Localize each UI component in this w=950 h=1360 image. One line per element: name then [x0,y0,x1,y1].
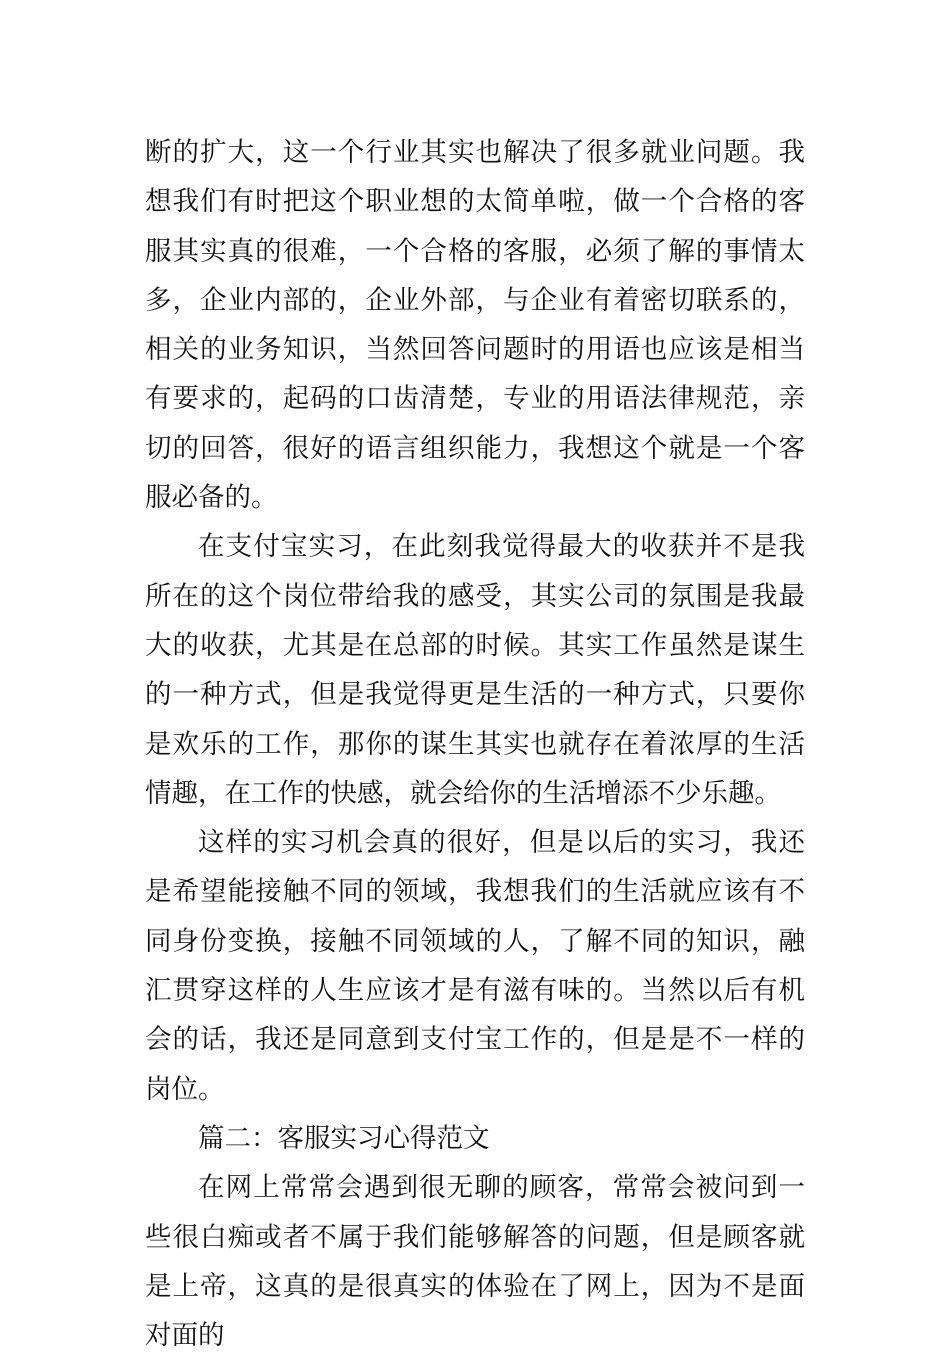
paragraph-future-internship: 这样的实习机会真的很好，但是以后的实习，我还是希望能接触不同的领域，我想我们的生活就应该有不同身份变换，接触不同领域的人，了解不同的知识，融汇贯穿这样的人生应该才是有滋有味的。当然以后有机会的话，我还是同意到支付宝工作的，但是是不一样的岗位。 [145,827,805,1105]
section-heading: 篇二：客服实习心得范文 [198,1122,490,1154]
paragraph-alipay-internship: 在支付宝实习，在此刻我觉得最大的收获并不是我所在的这个岗位带给我的感受，其实公司的氛围是我最大的收获，尤其是在总部的时候。其实工作虽然是谋生的一种方式，但是我觉得更是生活的一种方式，只要你是欢乐的工作，那你的谋生其实也就存在着浓厚的生活情趣，在工作的快感，就会给你的生活增添不少乐趣。 [145,531,805,809]
paragraph-continuation: 断的扩大，这一个行业其实也解决了很多就业问题。我想我们有时把这个职业想的太简单啦，做一个合格的客服其实真的很难，一个合格的客服，必须了解的事情太多，企业内部的，企业外部，与企业有着密切联系的，相关的业务知识，当然回答问题时的用语也应该是相当有要求的，起码的口齿清楚，专业的用语法律规范，亲切的回答，很好的语言组织能力，我想这个就是一个客服必备的。 [145,137,805,514]
paragraph-online-customers: 在网上常常会遇到很无聊的顾客，常常会被问到一些很白痴或者不属于我们能够解答的问题，但是顾客就是上帝，这真的是很真实的体验在了网上，因为不是面对面的 [145,1172,805,1352]
document-body [145,128,805,1360]
